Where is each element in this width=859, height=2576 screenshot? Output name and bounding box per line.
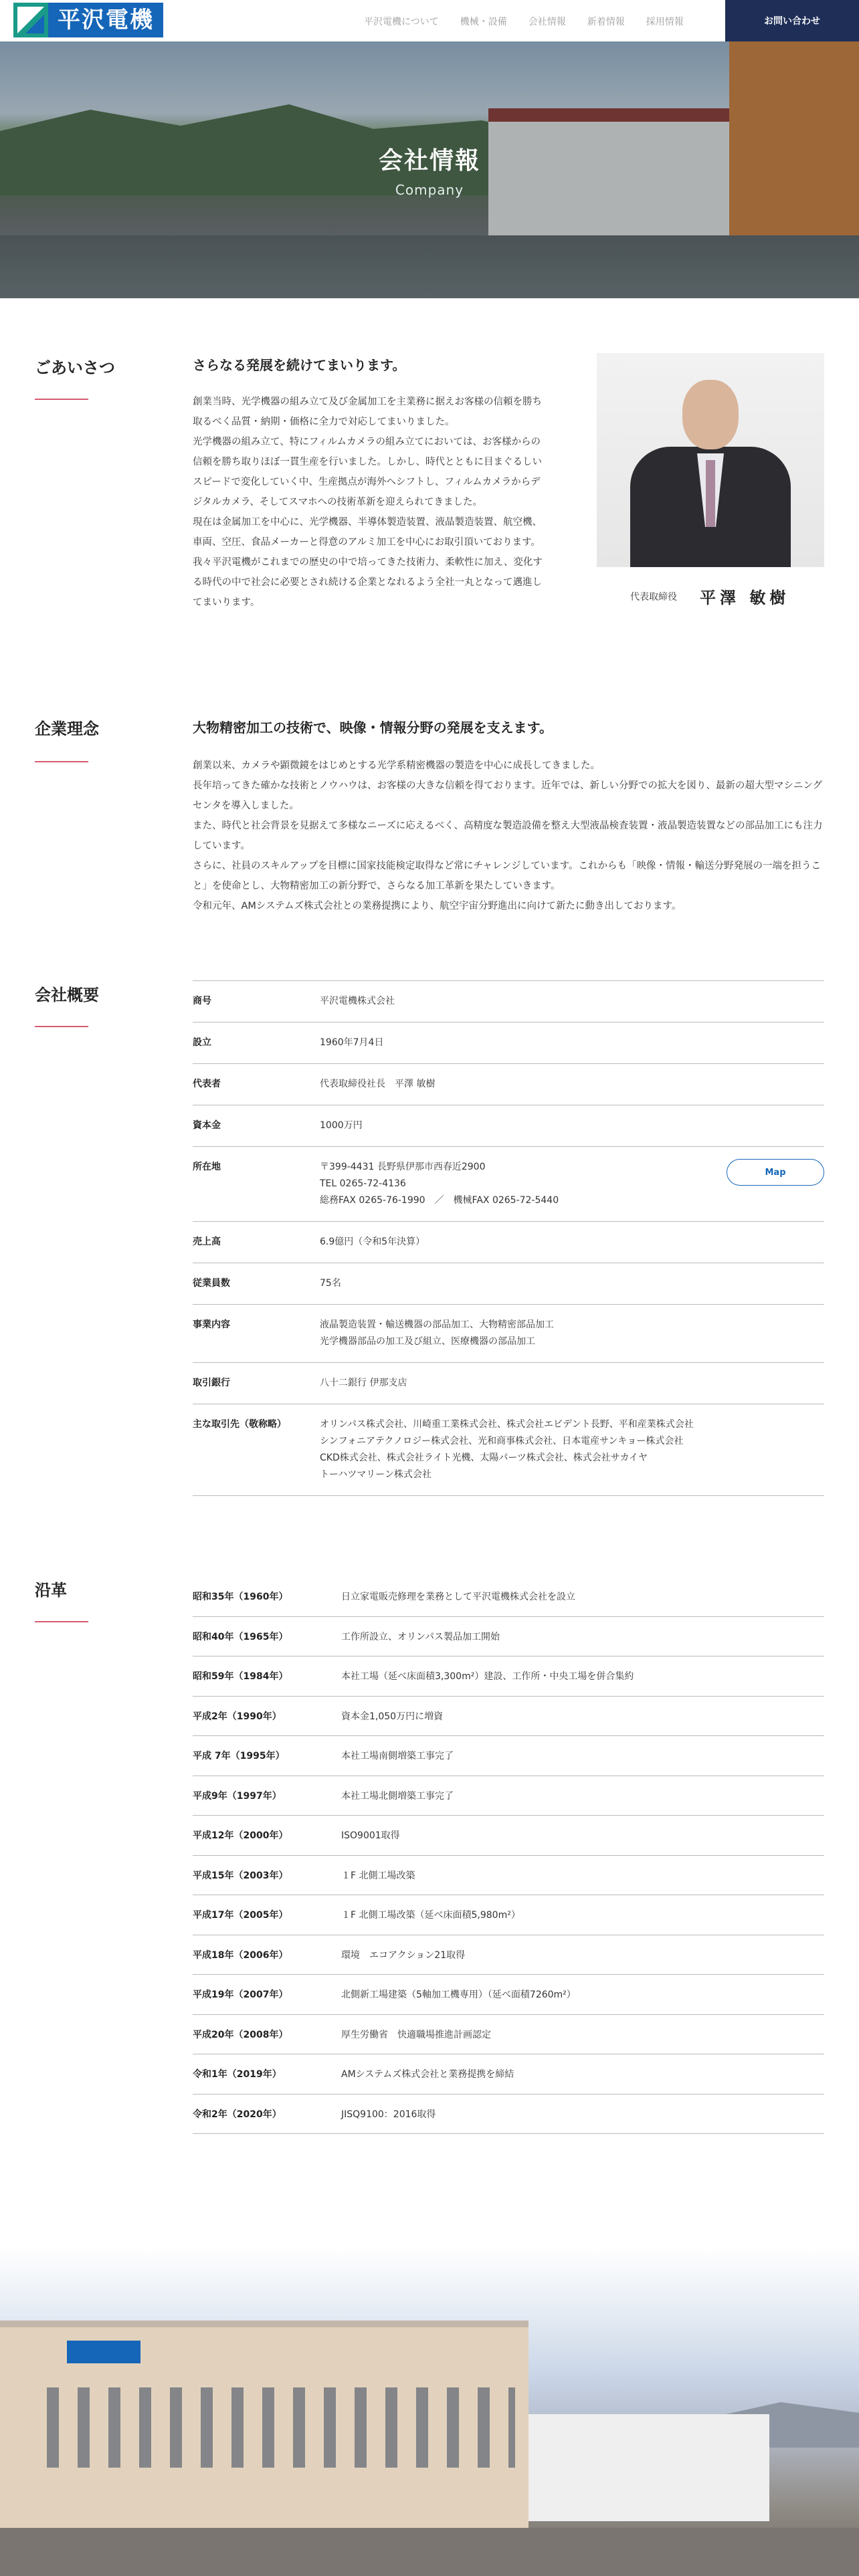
history-row: 昭和40年（1965年） 工作所設立、オリンパス製品加工開始 [193, 1617, 824, 1657]
table-row [193, 981, 824, 1023]
factory-photo [0, 2247, 859, 2576]
row-label: 事業内容 [193, 1319, 230, 1330]
history-row: 平成9年（1997年） 本社工場北側増築工事完了 [193, 1776, 824, 1816]
row-label: 取引銀行 [193, 1378, 230, 1388]
history-row: 昭和35年（1960年） 日立家電販売修理を業務として平沢電機株式会社を設立 [193, 1577, 824, 1617]
nav-recruit[interactable]: 採用情報 [646, 17, 684, 27]
nav-news[interactable]: 新着情報 [587, 17, 625, 27]
row-value: 代表取締役社長 平澤 敏樹 [320, 1079, 436, 1089]
row-label: 従業員数 [193, 1278, 230, 1289]
row-label: 商号 [193, 996, 211, 1006]
greeting-paragraph: 我々平沢電機がこれまでの歴史の中で培ってきた技術力、柔軟性に加え、変化する時代の中で社会に必要とされ続ける企業となれるよう全社一丸となって邁進してまいります。 [193, 557, 543, 608]
site-header [0, 0, 859, 41]
overview-heading-underline [35, 1026, 88, 1027]
row-label: 代表者 [193, 1079, 221, 1089]
president-title: 代表取締役 [630, 592, 677, 603]
row-value: オリンパス株式会社、川崎重工業株式会社、株式会社エビデント長野、平和産業株式会社 シンフォニアテクノロジー株式会社、光和商事株式会社、日本電産サンキョー株式会社 CKD株式会社、株式会社ライト光機、太陽パーツ株式会社、株式会社サカイヤ トーハツマリーン株式会社 [320, 1419, 694, 1480]
history-table [193, 1577, 824, 2134]
history-heading: 沿革 [35, 1581, 67, 1600]
row-label: 所在地 [193, 1162, 221, 1172]
history-row: 平成18年（2006年） 環境 エコアクション21取得 [193, 1935, 824, 1975]
greeting-lead: さらなる発展を続けてまいります。 [193, 357, 406, 373]
row-value: 〒399-4431 長野県伊那市西春近2900 TEL 0265-72-4136 総務FAX 0265-76-1990 ／ 機械FAX 0265-72-5440 [320, 1162, 559, 1206]
history-row: 昭和59年（1984年） 本社工場（延べ床面積3,300m²）建設、工作所・中央工場を併合集約 [193, 1656, 824, 1697]
philosophy-lead: 大物精密加工の技術で、映像・情報分野の発展を支えます。 [193, 720, 553, 736]
philosophy-paragraph: 創業以来、カメラや顕微鏡をはじめとする光学系精密機器の製造を中心に成長してきました。 [193, 760, 600, 771]
logo-mark-icon [13, 3, 48, 37]
row-label: 売上高 [193, 1237, 221, 1247]
table-row [193, 1064, 824, 1105]
table-row [193, 1263, 824, 1305]
factory-sign [67, 2341, 140, 2363]
philosophy-paragraph: 長年培ってきた確かな技術とノウハウは、お客様の大きな信頼を得ております。近年では、新しい分野での拡大を図り、最新の超大型マシニングセンタを導入しました。 [193, 780, 823, 811]
nav-equipment[interactable]: 機械・設備 [460, 17, 507, 27]
philosophy-paragraph: さらに、社員のスキルアップを目標に国家技能検定取得など常にチャレンジしています。これからも「映像・情報・輸送分野発展の一端を担うこと」を使命とし、大物精密加工の新分野で、さらなる加工革新を果たしていきます。 [193, 861, 822, 891]
table-row [193, 1023, 824, 1064]
row-value: 6.9億円（令和5年決算） [320, 1237, 425, 1247]
company-logo[interactable] [13, 3, 163, 37]
row-value: 液晶製造装置・輸送機器の部品加工、大物精密部品加工 光学機器部品の加工及び組立、医療機器の部品加工 [320, 1319, 554, 1347]
table-row [193, 1147, 824, 1222]
table-row [193, 1404, 824, 1496]
history-row: 令和2年（2020年） JISQ9100：2016取得 [193, 2095, 824, 2135]
greeting-paragraph: 現在は金属加工を中心に、光学機器、半導体製造装置、液晶製造装置、航空機、車両、空圧、食品メーカーと得意のアルミ加工を中心にお取引頂いております。 [193, 517, 542, 548]
greeting-heading: ごあいさつ [35, 358, 115, 377]
company-overview-table [193, 980, 824, 1496]
greeting-body [193, 392, 549, 613]
page-title: 会社情報 [378, 147, 480, 175]
history-row: 平成20年（2008年） 厚生労働省 快適職場推進計画認定 [193, 2015, 824, 2055]
row-value: 75名 [320, 1278, 341, 1289]
contact-button[interactable]: お問い合わせ [725, 0, 859, 41]
philosophy-heading-underline [35, 761, 88, 762]
table-row [193, 1305, 824, 1363]
philosophy-body [193, 756, 824, 916]
history-row: 令和1年（2019年） AMシステムズ株式会社と業務提携を締結 [193, 2054, 824, 2095]
philosophy-paragraph: 令和元年、AMシステムズ株式会社との業務提携により、航空宇宙分野進出に向けて新たに動き出しております。 [193, 901, 682, 911]
greeting-paragraph: 光学機器の組み立て、特にフィルムカメラの組み立てにおいては、お客様からの信頼を勝ち取りほぼ一貫生産を行いました。しかし、時代とともに目まぐるしいスピードで変化していく中、生産拠点が海外へシフトし、フィルムカメラからデジタルカメラ、そしてスマホへの技術革新を迎えられてきました。 [193, 437, 542, 508]
main-nav [364, 15, 705, 28]
history-row: 平成2年（1990年） 資本金1,050万円に増資 [193, 1697, 824, 1737]
table-row [193, 1105, 824, 1147]
row-value: 1960年7月4日 [320, 1037, 384, 1048]
history-heading-underline [35, 1621, 88, 1622]
row-value: 平沢電機株式会社 [320, 996, 395, 1006]
table-row [193, 1222, 824, 1263]
map-button[interactable]: Map [727, 1159, 824, 1186]
history-row: 平成15年（2003年） １F 北側工場改築 [193, 1856, 824, 1896]
row-label: 資本金 [193, 1120, 221, 1131]
row-value: 1000万円 [320, 1120, 363, 1131]
history-row: 平成19年（2007年） 北側新工場建築（5軸加工機専用）（延べ面積7260m²） [193, 1975, 824, 2015]
table-row [193, 1363, 824, 1404]
president-photo [597, 353, 824, 567]
greeting-heading-underline [35, 399, 88, 400]
president-name: 平澤 敏樹 [700, 588, 790, 607]
greeting-paragraph: 創業当時、光学機器の組み立て及び金属加工を主業務に据えお客様の信頼を勝ち取るべく品質・納期・価格に全力で対応してまいりました。 [193, 397, 542, 427]
philosophy-paragraph: また、時代と社会背景を見据えて多様なニーズに応えるべく、高精度な製造設備を整え大型液晶検査装置・液晶製造装置などの部品加工にも注力しています。 [193, 821, 823, 851]
nav-company[interactable]: 会社情報 [528, 17, 566, 27]
history-row: 平成12年（2000年） ISO9001取得 [193, 1816, 824, 1856]
history-row: 平成 7年（1995年） 本社工場南側増築工事完了 [193, 1736, 824, 1776]
philosophy-heading: 企業理念 [35, 720, 99, 738]
row-label: 主な取引先（敬称略） [193, 1419, 286, 1430]
row-label: 設立 [193, 1037, 211, 1048]
page-subtitle: Company [395, 182, 464, 198]
logo-text: 平沢電機 [48, 3, 163, 37]
row-value: 八十二銀行 伊那支店 [320, 1378, 407, 1388]
hero-banner [0, 41, 859, 298]
overview-heading: 会社概要 [35, 986, 99, 1004]
history-row: 平成17年（2005年） １F 北側工場改築（延べ床面積5,980m²） [193, 1895, 824, 1935]
nav-about[interactable]: 平沢電機について [364, 17, 439, 27]
